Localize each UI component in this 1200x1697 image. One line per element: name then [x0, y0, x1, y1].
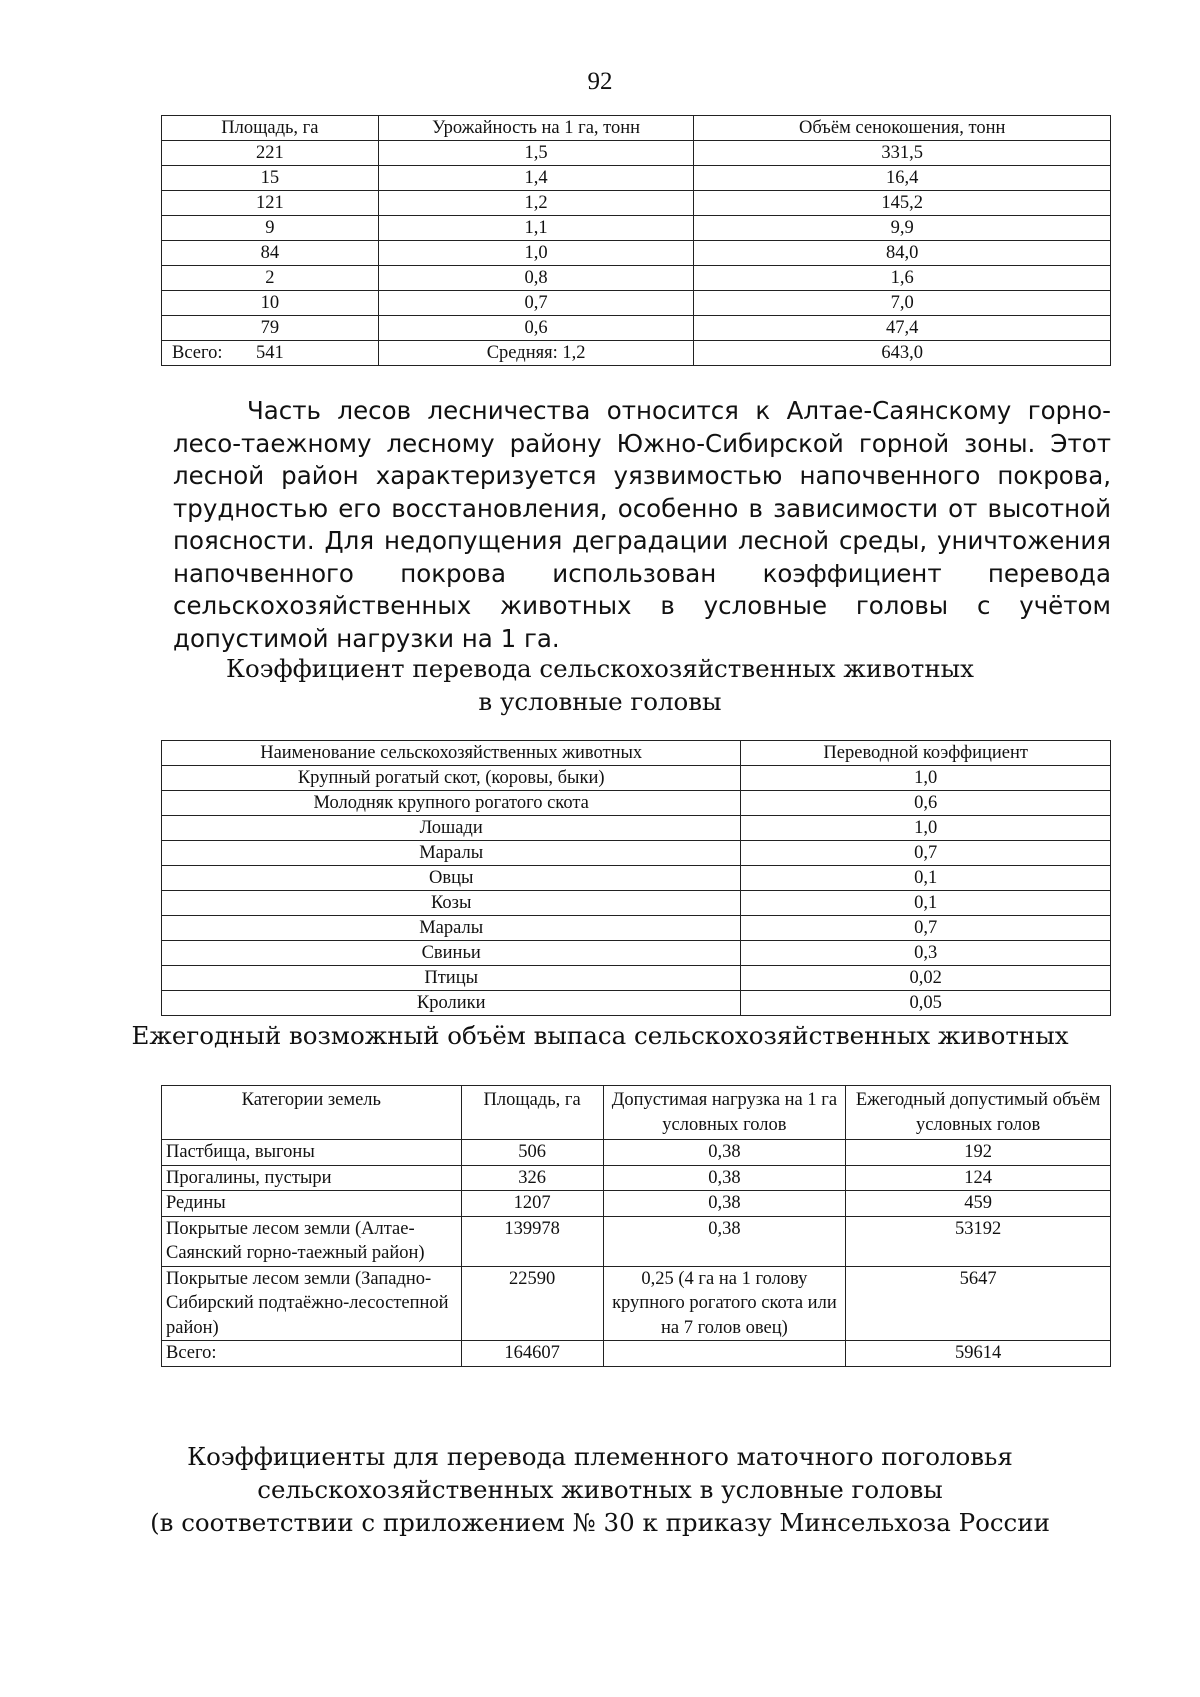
animal-name-cell: Крупный рогатый скот, (коровы, быки) [162, 766, 741, 791]
table-cell: 16,4 [694, 166, 1111, 191]
area-cell: 326 [461, 1165, 603, 1191]
column-header: Объём сенокошения, тонн [694, 116, 1111, 141]
conversion-coefficient-table [161, 740, 1111, 1016]
table-cell: 84,0 [694, 241, 1111, 266]
area-cell: 139978 [461, 1216, 603, 1266]
table-row [162, 891, 1111, 916]
table-cell: 9 [162, 216, 379, 241]
land-category-cell: Прогалины, пустыри [162, 1165, 462, 1191]
coefficient-cell: 0,1 [741, 891, 1111, 916]
column-header: Площадь, га [461, 1086, 603, 1140]
annual-volume-cell: 459 [846, 1191, 1111, 1217]
coefficient-cell: 0,1 [741, 866, 1111, 891]
animal-name-cell: Овцы [162, 866, 741, 891]
table-cell: 10 [162, 291, 379, 316]
table-cell: 47,4 [694, 316, 1111, 341]
annual-volume-cell: 59614 [846, 1341, 1111, 1367]
load-cell: 0,38 [603, 1216, 846, 1266]
load-cell: 0,38 [603, 1140, 846, 1166]
table-cell: 15 [162, 166, 379, 191]
table-cell: 84 [162, 241, 379, 266]
table-cell: 79 [162, 316, 379, 341]
coefficient-cell: 1,0 [741, 816, 1111, 841]
table-row [162, 266, 1111, 291]
table-cell: 331,5 [694, 141, 1111, 166]
table-row [162, 316, 1111, 341]
table-cell: 145,2 [694, 191, 1111, 216]
table-cell: 0,7 [378, 291, 694, 316]
animal-name-cell: Свиньи [162, 941, 741, 966]
column-header: Категории земель [162, 1086, 462, 1140]
table-header-row [162, 1086, 1111, 1140]
table-total-row [162, 1341, 1111, 1367]
coefficient-cell: 0,7 [741, 841, 1111, 866]
animal-name-cell: Лошади [162, 816, 741, 841]
coefficient-title-line-2: в условные головы [478, 687, 722, 716]
body-paragraph: Часть лесов лесничества относится к Алтае-Саянскому горно-лесо-таежному лесному району Южно-Сибирской горной зоны. Этот лесной район характеризуется уязвимостью напочвенного покрова, трудностью его восстановления, особенно в зависимости от высотной поясности. Для недопущения деградации лесной среды, уничтожения напочвенного покрова использован коэффициент перевода сельскохозяйственных животных в условные головы с учётом допустимой нагрузки на 1 га. [173, 396, 1111, 653]
land-category-cell: Покрытые лесом земли (Западно-Сибирский подтаёжно-лесостепной район) [162, 1266, 462, 1341]
breeding-title-line-1: Коэффициенты для перевода племенного маточного поголовья [187, 1442, 1013, 1471]
table-row [162, 216, 1111, 241]
table-row [162, 1191, 1111, 1217]
table-row [162, 191, 1111, 216]
grazing-volume-title: Ежегодный возможный объём выпаса сельскохозяйственных животных [131, 1021, 1069, 1050]
table-cell: 0,6 [378, 316, 694, 341]
table-row [162, 966, 1111, 991]
table-cell: 9,9 [694, 216, 1111, 241]
column-header: Допустимая нагрузка на 1 га условных голов [603, 1086, 846, 1140]
table-row [162, 291, 1111, 316]
total-area-cell [162, 341, 379, 366]
land-category-cell: Всего: [162, 1341, 462, 1367]
load-cell: 0,25 (4 га на 1 голову крупного рогатого скота или на 7 голов овец) [603, 1266, 846, 1341]
column-header: Наименование сельскохозяйственных животных [162, 741, 741, 766]
table-cell: 221 [162, 141, 379, 166]
table-header-row [162, 116, 1111, 141]
table-cell: 1,0 [378, 241, 694, 266]
table-cell: 1,2 [378, 191, 694, 216]
average-yield-cell: Средняя: 1,2 [378, 341, 694, 366]
table-row [162, 166, 1111, 191]
table-row [162, 241, 1111, 266]
table-row [162, 816, 1111, 841]
table-cell: 1,4 [378, 166, 694, 191]
area-cell: 164607 [461, 1341, 603, 1367]
total-area-value: 541 [256, 343, 284, 363]
animal-name-cell: Маралы [162, 916, 741, 941]
table-row [162, 791, 1111, 816]
animal-name-cell: Маралы [162, 841, 741, 866]
coefficient-cell: 1,0 [741, 766, 1111, 791]
load-cell [603, 1341, 846, 1367]
coefficient-cell: 0,02 [741, 966, 1111, 991]
table-cell: 0,8 [378, 266, 694, 291]
land-category-cell: Пастбища, выгоны [162, 1140, 462, 1166]
grazing-volume-table [161, 1085, 1111, 1367]
land-category-cell: Покрытые лесом земли (Алтае-Саянский горно-таежный район) [162, 1216, 462, 1266]
coefficient-cell: 0,05 [741, 991, 1111, 1016]
annual-volume-cell: 192 [846, 1140, 1111, 1166]
table-row [162, 841, 1111, 866]
page-number: 92 [587, 68, 613, 95]
total-volume-cell: 643,0 [694, 341, 1111, 366]
area-cell: 22590 [461, 1266, 603, 1341]
column-header: Ежегодный допустимый объём условных голов [846, 1086, 1111, 1140]
breeding-title-line-2: сельскохозяйственных животных в условные головы [257, 1475, 943, 1504]
column-header: Площадь, га [162, 116, 379, 141]
table-cell: 1,5 [378, 141, 694, 166]
column-header: Переводной коэффициент [741, 741, 1111, 766]
land-category-cell: Редины [162, 1191, 462, 1217]
breeding-stock-title [0, 1440, 1200, 1539]
table-header-row [162, 741, 1111, 766]
table-cell: 1,1 [378, 216, 694, 241]
table-cell: 1,6 [694, 266, 1111, 291]
table-row [162, 141, 1111, 166]
annual-volume-cell: 53192 [846, 1216, 1111, 1266]
load-cell: 0,38 [603, 1191, 846, 1217]
table-row [162, 991, 1111, 1016]
table-row [162, 1266, 1111, 1341]
breeding-title-line-3: (в соответствии с приложением № 30 к приказу Минсельхоза России [150, 1508, 1050, 1537]
coefficient-cell: 0,3 [741, 941, 1111, 966]
area-cell: 506 [461, 1140, 603, 1166]
table-cell: 7,0 [694, 291, 1111, 316]
column-header: Урожайность на 1 га, тонн [378, 116, 694, 141]
area-cell: 1207 [461, 1191, 603, 1217]
animal-name-cell: Козы [162, 891, 741, 916]
table-row [162, 866, 1111, 891]
coefficient-cell: 0,7 [741, 916, 1111, 941]
annual-volume-cell: 5647 [846, 1266, 1111, 1341]
coefficient-title-line-1: Коэффициент перевода сельскохозяйственных животных [226, 654, 974, 683]
table-row [162, 916, 1111, 941]
table-row [162, 941, 1111, 966]
coefficient-table-title [0, 652, 1200, 718]
table-row [162, 766, 1111, 791]
animal-name-cell: Птицы [162, 966, 741, 991]
hay-yield-table [161, 115, 1111, 366]
table-total-row [162, 341, 1111, 366]
table-row [162, 1216, 1111, 1266]
animal-name-cell: Молодняк крупного рогатого скота [162, 791, 741, 816]
table-row [162, 1140, 1111, 1166]
table-row [162, 1165, 1111, 1191]
table-cell: 121 [162, 191, 379, 216]
table-cell: 2 [162, 266, 379, 291]
coefficient-cell: 0,6 [741, 791, 1111, 816]
annual-volume-cell: 124 [846, 1165, 1111, 1191]
animal-name-cell: Кролики [162, 991, 741, 1016]
load-cell: 0,38 [603, 1165, 846, 1191]
total-label: Всего: [172, 343, 223, 363]
